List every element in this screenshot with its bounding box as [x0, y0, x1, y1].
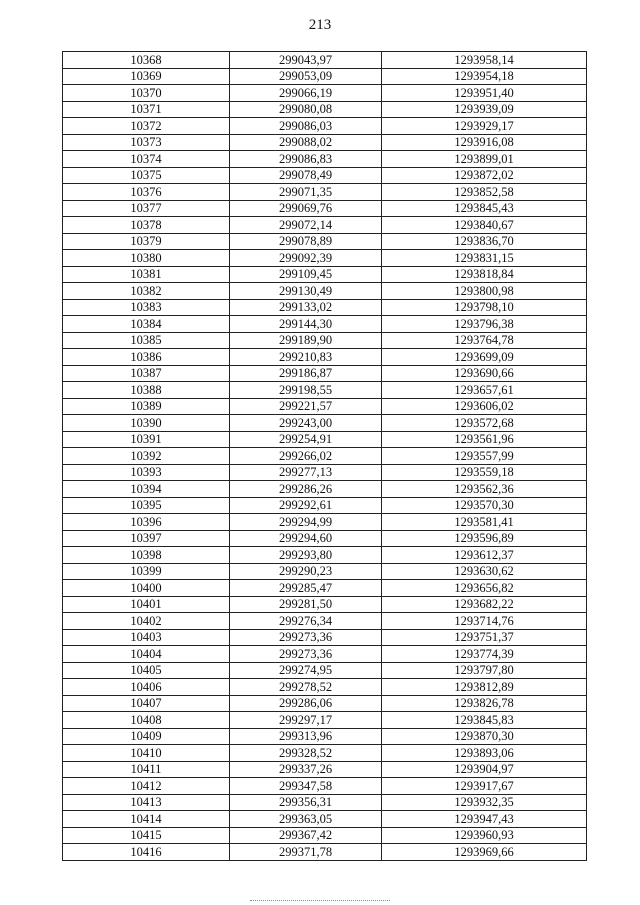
table-row [63, 761, 587, 778]
point-number-cell: 10393 [63, 464, 230, 481]
y-coordinate-cell: 1293800,98 [382, 283, 587, 300]
x-coordinate-cell: 299144,30 [230, 316, 382, 333]
y-coordinate-cell: 1293958,14 [382, 52, 587, 69]
point-number-cell: 10389 [63, 398, 230, 415]
x-coordinate-cell: 299273,36 [230, 646, 382, 663]
point-number-cell: 10371 [63, 101, 230, 118]
table-row [63, 217, 587, 234]
y-coordinate-cell: 1293872,02 [382, 167, 587, 184]
y-coordinate-cell: 1293612,37 [382, 547, 587, 564]
y-coordinate-cell: 1293572,68 [382, 415, 587, 432]
table-row [63, 563, 587, 580]
table-row [63, 481, 587, 498]
y-coordinate-cell: 1293570,30 [382, 497, 587, 514]
x-coordinate-cell: 299363,05 [230, 811, 382, 828]
point-number-cell: 10395 [63, 497, 230, 514]
table-row [63, 794, 587, 811]
y-coordinate-cell: 1293796,38 [382, 316, 587, 333]
point-number-cell: 10397 [63, 530, 230, 547]
y-coordinate-cell: 1293797,80 [382, 662, 587, 679]
x-coordinate-cell: 299278,52 [230, 679, 382, 696]
x-coordinate-cell: 299266,02 [230, 448, 382, 465]
x-coordinate-cell: 299109,45 [230, 266, 382, 283]
y-coordinate-cell: 1293932,35 [382, 794, 587, 811]
y-coordinate-cell: 1293917,67 [382, 778, 587, 795]
x-coordinate-cell: 299080,08 [230, 101, 382, 118]
y-coordinate-cell: 1293951,40 [382, 85, 587, 102]
y-coordinate-cell: 1293840,67 [382, 217, 587, 234]
point-number-cell: 10391 [63, 431, 230, 448]
table-row [63, 233, 587, 250]
point-number-cell: 10383 [63, 299, 230, 316]
table-row [63, 283, 587, 300]
point-number-cell: 10390 [63, 415, 230, 432]
point-number-cell: 10369 [63, 68, 230, 85]
y-coordinate-cell: 1293939,09 [382, 101, 587, 118]
point-number-cell: 10370 [63, 85, 230, 102]
y-coordinate-cell: 1293947,43 [382, 811, 587, 828]
y-coordinate-cell: 1293954,18 [382, 68, 587, 85]
table-row [63, 497, 587, 514]
y-coordinate-cell: 1293596,89 [382, 530, 587, 547]
coordinates-table-body [63, 52, 587, 861]
x-coordinate-cell: 299328,52 [230, 745, 382, 762]
table-row [63, 662, 587, 679]
point-number-cell: 10377 [63, 200, 230, 217]
point-number-cell: 10384 [63, 316, 230, 333]
y-coordinate-cell: 1293559,18 [382, 464, 587, 481]
y-coordinate-cell: 1293826,78 [382, 695, 587, 712]
point-number-cell: 10416 [63, 844, 230, 861]
table-row [63, 118, 587, 135]
point-number-cell: 10386 [63, 349, 230, 366]
x-coordinate-cell: 299286,06 [230, 695, 382, 712]
point-number-cell: 10399 [63, 563, 230, 580]
x-coordinate-cell: 299292,61 [230, 497, 382, 514]
x-coordinate-cell: 299297,17 [230, 712, 382, 729]
x-coordinate-cell: 299133,02 [230, 299, 382, 316]
table-row [63, 415, 587, 432]
x-coordinate-cell: 299130,49 [230, 283, 382, 300]
x-coordinate-cell: 299313,96 [230, 728, 382, 745]
point-number-cell: 10392 [63, 448, 230, 465]
point-number-cell: 10414 [63, 811, 230, 828]
x-coordinate-cell: 299086,83 [230, 151, 382, 168]
y-coordinate-cell: 1293845,83 [382, 712, 587, 729]
x-coordinate-cell: 299189,90 [230, 332, 382, 349]
x-coordinate-cell: 299072,14 [230, 217, 382, 234]
y-coordinate-cell: 1293870,30 [382, 728, 587, 745]
point-number-cell: 10412 [63, 778, 230, 795]
table-row [63, 580, 587, 597]
y-coordinate-cell: 1293606,02 [382, 398, 587, 415]
point-number-cell: 10405 [63, 662, 230, 679]
x-coordinate-cell: 299286,26 [230, 481, 382, 498]
table-row [63, 679, 587, 696]
table-row [63, 52, 587, 69]
point-number-cell: 10382 [63, 283, 230, 300]
point-number-cell: 10378 [63, 217, 230, 234]
table-row [63, 200, 587, 217]
x-coordinate-cell: 299277,13 [230, 464, 382, 481]
point-number-cell: 10402 [63, 613, 230, 630]
table-row [63, 646, 587, 663]
table-row [63, 712, 587, 729]
point-number-cell: 10406 [63, 679, 230, 696]
y-coordinate-cell: 1293656,82 [382, 580, 587, 597]
x-coordinate-cell: 299285,47 [230, 580, 382, 597]
table-row [63, 596, 587, 613]
x-coordinate-cell: 299086,03 [230, 118, 382, 135]
table-row [63, 184, 587, 201]
table-row [63, 68, 587, 85]
x-coordinate-cell: 299053,09 [230, 68, 382, 85]
x-coordinate-cell: 299069,76 [230, 200, 382, 217]
table-row [63, 448, 587, 465]
y-coordinate-cell: 1293798,10 [382, 299, 587, 316]
x-coordinate-cell: 299294,60 [230, 530, 382, 547]
x-coordinate-cell: 299221,57 [230, 398, 382, 415]
x-coordinate-cell: 299293,80 [230, 547, 382, 564]
y-coordinate-cell: 1293774,39 [382, 646, 587, 663]
point-number-cell: 10376 [63, 184, 230, 201]
y-coordinate-cell: 1293929,17 [382, 118, 587, 135]
table-row [63, 728, 587, 745]
point-number-cell: 10388 [63, 382, 230, 399]
table-row [63, 613, 587, 630]
point-number-cell: 10381 [63, 266, 230, 283]
point-number-cell: 10413 [63, 794, 230, 811]
page-number: 213 [308, 17, 332, 33]
x-coordinate-cell: 299243,00 [230, 415, 382, 432]
y-coordinate-cell: 1293630,62 [382, 563, 587, 580]
y-coordinate-cell: 1293751,37 [382, 629, 587, 646]
point-number-cell: 10372 [63, 118, 230, 135]
table-row [63, 332, 587, 349]
point-number-cell: 10401 [63, 596, 230, 613]
x-coordinate-cell: 299337,26 [230, 761, 382, 778]
y-coordinate-cell: 1293916,08 [382, 134, 587, 151]
x-coordinate-cell: 299274,95 [230, 662, 382, 679]
table-row [63, 85, 587, 102]
x-coordinate-cell: 299210,83 [230, 349, 382, 366]
table-row [63, 629, 587, 646]
point-number-cell: 10394 [63, 481, 230, 498]
y-coordinate-cell: 1293682,22 [382, 596, 587, 613]
y-coordinate-cell: 1293836,70 [382, 233, 587, 250]
point-number-cell: 10379 [63, 233, 230, 250]
table-row [63, 101, 587, 118]
y-coordinate-cell: 1293812,89 [382, 679, 587, 696]
table-row [63, 431, 587, 448]
point-number-cell: 10373 [63, 134, 230, 151]
point-number-cell: 10396 [63, 514, 230, 531]
x-coordinate-cell: 299071,35 [230, 184, 382, 201]
point-number-cell: 10408 [63, 712, 230, 729]
point-number-cell: 10368 [63, 52, 230, 69]
y-coordinate-cell: 1293818,84 [382, 266, 587, 283]
y-coordinate-cell: 1293960,93 [382, 827, 587, 844]
y-coordinate-cell: 1293852,58 [382, 184, 587, 201]
y-coordinate-cell: 1293690,66 [382, 365, 587, 382]
y-coordinate-cell: 1293561,96 [382, 431, 587, 448]
x-coordinate-cell: 299276,34 [230, 613, 382, 630]
x-coordinate-cell: 299186,87 [230, 365, 382, 382]
y-coordinate-cell: 1293657,61 [382, 382, 587, 399]
x-coordinate-cell: 299281,50 [230, 596, 382, 613]
y-coordinate-cell: 1293581,41 [382, 514, 587, 531]
point-number-cell: 10380 [63, 250, 230, 267]
table-row [63, 250, 587, 267]
y-coordinate-cell: 1293969,66 [382, 844, 587, 861]
table-row [63, 827, 587, 844]
y-coordinate-cell: 1293714,76 [382, 613, 587, 630]
point-number-cell: 10409 [63, 728, 230, 745]
point-number-cell: 10403 [63, 629, 230, 646]
x-coordinate-cell: 299198,55 [230, 382, 382, 399]
table-row [63, 398, 587, 415]
table-row [63, 464, 587, 481]
y-coordinate-cell: 1293557,99 [382, 448, 587, 465]
y-coordinate-cell: 1293764,78 [382, 332, 587, 349]
x-coordinate-cell: 299254,91 [230, 431, 382, 448]
x-coordinate-cell: 299088,02 [230, 134, 382, 151]
x-coordinate-cell: 299356,31 [230, 794, 382, 811]
point-number-cell: 10374 [63, 151, 230, 168]
table-row [63, 811, 587, 828]
table-row [63, 514, 587, 531]
point-number-cell: 10407 [63, 695, 230, 712]
x-coordinate-cell: 299290,23 [230, 563, 382, 580]
coordinates-table [62, 51, 587, 861]
point-number-cell: 10410 [63, 745, 230, 762]
table-row [63, 778, 587, 795]
y-coordinate-cell: 1293904,97 [382, 761, 587, 778]
table-row [63, 695, 587, 712]
x-coordinate-cell: 299273,36 [230, 629, 382, 646]
y-coordinate-cell: 1293562,36 [382, 481, 587, 498]
point-number-cell: 10400 [63, 580, 230, 597]
table-row [63, 167, 587, 184]
y-coordinate-cell: 1293893,06 [382, 745, 587, 762]
table-row [63, 349, 587, 366]
table-row [63, 316, 587, 333]
y-coordinate-cell: 1293699,09 [382, 349, 587, 366]
point-number-cell: 10385 [63, 332, 230, 349]
x-coordinate-cell: 299347,58 [230, 778, 382, 795]
table-row [63, 530, 587, 547]
table-row [63, 365, 587, 382]
table-row [63, 547, 587, 564]
point-number-cell: 10375 [63, 167, 230, 184]
bottom-divider [250, 900, 390, 901]
y-coordinate-cell: 1293845,43 [382, 200, 587, 217]
table-row [63, 299, 587, 316]
x-coordinate-cell: 299078,49 [230, 167, 382, 184]
x-coordinate-cell: 299294,99 [230, 514, 382, 531]
table-row [63, 844, 587, 861]
table-row [63, 151, 587, 168]
point-number-cell: 10411 [63, 761, 230, 778]
table-row [63, 266, 587, 283]
x-coordinate-cell: 299092,39 [230, 250, 382, 267]
table-row [63, 134, 587, 151]
x-coordinate-cell: 299371,78 [230, 844, 382, 861]
x-coordinate-cell: 299043,97 [230, 52, 382, 69]
table-row [63, 745, 587, 762]
x-coordinate-cell: 299066,19 [230, 85, 382, 102]
y-coordinate-cell: 1293831,15 [382, 250, 587, 267]
point-number-cell: 10415 [63, 827, 230, 844]
x-coordinate-cell: 299367,42 [230, 827, 382, 844]
point-number-cell: 10387 [63, 365, 230, 382]
table-row [63, 382, 587, 399]
point-number-cell: 10398 [63, 547, 230, 564]
x-coordinate-cell: 299078,89 [230, 233, 382, 250]
y-coordinate-cell: 1293899,01 [382, 151, 587, 168]
point-number-cell: 10404 [63, 646, 230, 663]
